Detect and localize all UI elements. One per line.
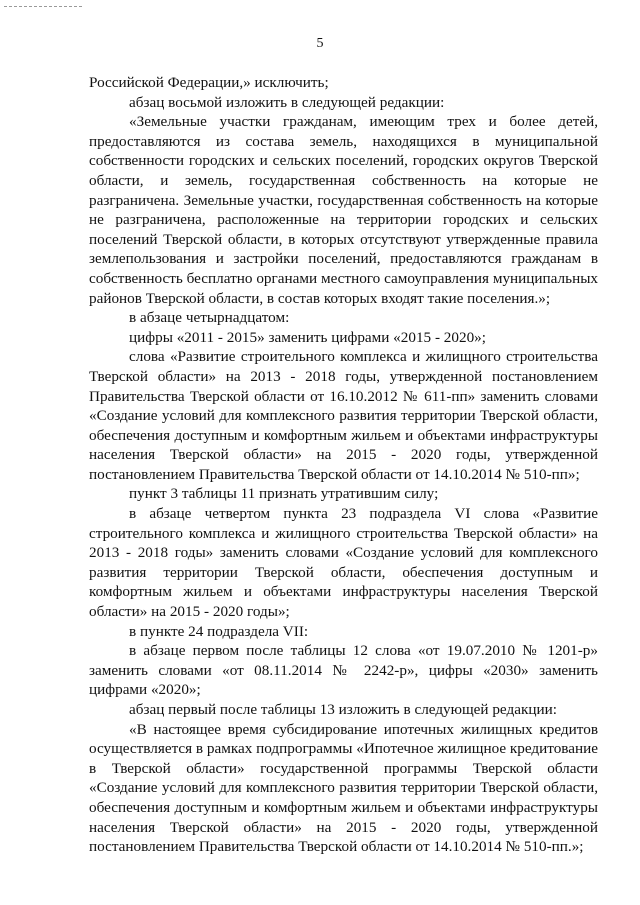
paragraph: в абзаце четвертом пункта 23 подраздела VI слова «Развитие строительного комплекса и жилищного строительства Тверской области» на 2013 - 2018 годы» заменить словами «Создание условий для комплексного развития территории Тверской области, обеспечения доступным и комфортным жильем и объектами инфраструктуры населения Тверской области» на 2015 - 2020 годы»; bbox=[89, 505, 598, 621]
paragraph: абзац первый после таблицы 13 изложить в следующей редакции: bbox=[129, 701, 557, 718]
paragraph: «В настоящее время субсидирование ипотечных жилищных кредитов осуществляется в рамках подпрограммы «Ипотечное жилищное кредитование в Тверской области» государственной программы Тверской области «Создание условий для комплексного развития территории Тверской области, обеспечения доступным и комфортным жильем и объектами инфраструктуры населения Тверской области» на 2015 - 2020 годы, утвержденной постановлением Правительства Тверской области от 14.10.2014 № 510-пп.»; bbox=[89, 720, 598, 856]
paragraph: слова «Развитие строительного комплекса и жилищного строительства Тверской области» на 2013 - 2018 годы, утвержденной постановлением Правительства Тверской области от 16.10.2012 № 611-пп» заменить словами «Создание условий для комплексного развития территории Тверской области, обеспечения доступным и комфортным жильем и объектами инфраструктуры населения Тверской области» на 2015 - 2020 годы, утвержденной постановлением Правительства Тверской области от 14.10.2014 № 510-пп»; bbox=[89, 348, 598, 483]
page-number: 5 bbox=[316, 36, 324, 51]
paragraph: в пункте 24 подраздела VII: bbox=[129, 622, 309, 640]
paragraph: пункт 3 таблицы 11 признать утратившим силу; bbox=[129, 485, 439, 503]
paragraph: в абзаце первом после таблицы 12 слова «от 19.07.2010 № 1201-р» заменить словами «от 08.11.2014 № 2242-р», цифры «2030» заменить цифрами «2020»; bbox=[89, 642, 598, 699]
scan-edge-line bbox=[4, 6, 82, 7]
paragraph: абзац восьмой изложить в следующей редакции: bbox=[129, 93, 445, 111]
paragraph: цифры «2011 - 2015» заменить цифрами «2015 - 2020»; bbox=[129, 328, 486, 346]
paragraph: «Земельные участки гражданам, имеющим трех и более детей, предоставляются из состава земель, находящихся в муниципальной собственности городских и сельских поселений, городских округов Тверской области, и земель, государственная собственность на которые не разграничена. Земельные участки, государственная собственность на которые не разграничена, расположенные на территории городских и сельских поселений Тверской области, в которых отсутствуют утвержденные правила землепользования и застройки поселений, предоставляются гражданам в собственность бесплатно органами местного самоуправления муниципальных районов Тверской области, в состав которых входят такие поселения.»; bbox=[89, 113, 598, 307]
paragraph: в абзаце четырнадцатом: bbox=[129, 309, 290, 327]
paragraph: Российской Федерации,» исключить; bbox=[89, 74, 329, 91]
document-body bbox=[89, 73, 598, 857]
